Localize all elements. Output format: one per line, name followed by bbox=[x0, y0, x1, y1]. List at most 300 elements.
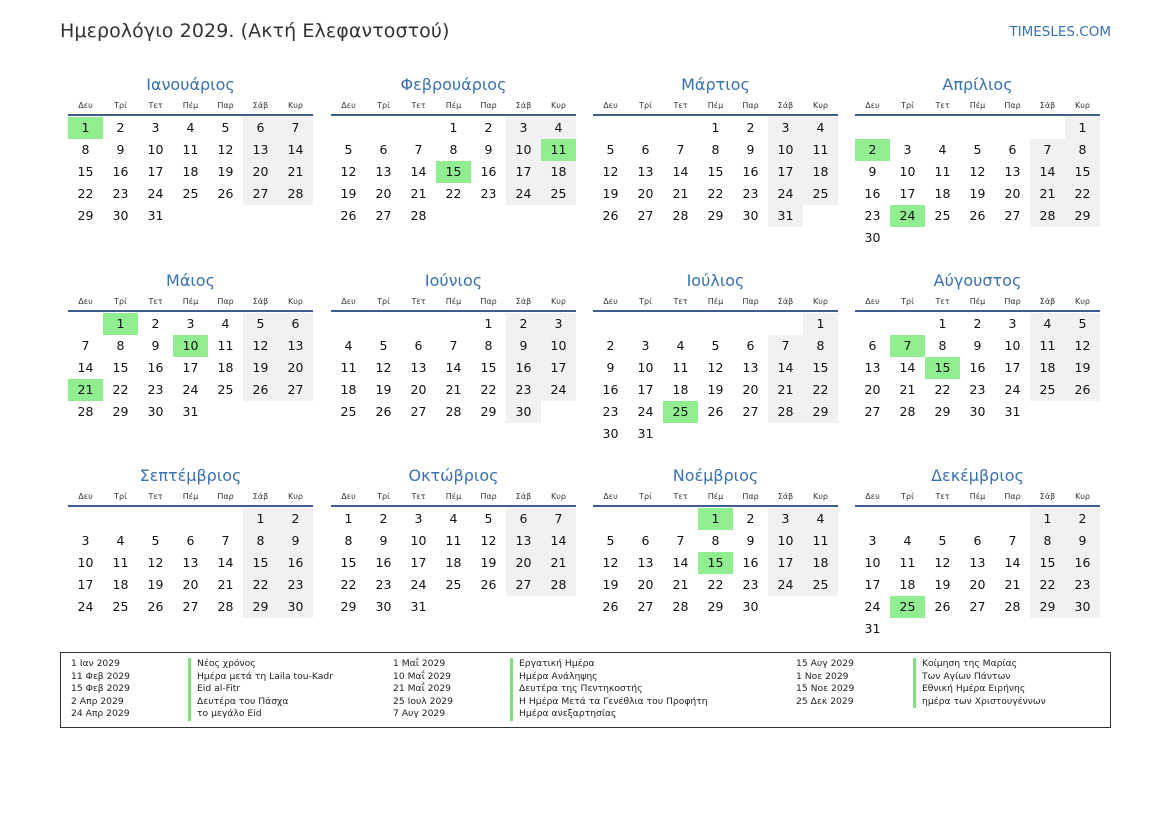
empty-day-cell bbox=[436, 313, 471, 335]
day-cell: 14 bbox=[672, 164, 689, 179]
legend-holiday-name: Νέος χρόνος bbox=[188, 658, 256, 671]
day-cell: 14 bbox=[278, 139, 313, 161]
day-cell: 16 bbox=[506, 357, 541, 379]
month-name: Οκτώβριος bbox=[408, 466, 499, 485]
day-cell: 8 bbox=[1065, 139, 1100, 161]
weekday-label: Κυρ bbox=[1075, 101, 1090, 110]
weekday-label: Τετ bbox=[673, 101, 688, 110]
day-cell: 11 bbox=[445, 533, 462, 548]
day-cell: 26 bbox=[375, 404, 392, 419]
day-cell: 4 bbox=[803, 508, 838, 530]
weekday-label: Σάβ bbox=[515, 101, 532, 110]
day-cell: 7 bbox=[768, 335, 803, 357]
day-cell: 12 bbox=[243, 335, 278, 357]
empty-day-cell bbox=[890, 313, 925, 335]
day-cell: 16 bbox=[864, 186, 881, 201]
day-cell: 20 bbox=[506, 552, 541, 574]
empty-day-cell bbox=[628, 117, 663, 139]
day-cell: 7 bbox=[81, 338, 90, 353]
day-cell: 1 bbox=[484, 316, 493, 331]
weekday-label: Σάβ bbox=[777, 492, 794, 501]
day-cell: 15 bbox=[1065, 161, 1100, 183]
day-cell: 17 bbox=[768, 552, 803, 574]
day-cell: 18 bbox=[182, 164, 199, 179]
day-cell: 3 bbox=[506, 117, 541, 139]
day-cell: 24 bbox=[864, 599, 881, 614]
weekday-header bbox=[68, 98, 313, 116]
weekday-label: Πέμ bbox=[445, 101, 462, 110]
day-cell: 14 bbox=[768, 357, 803, 379]
day-cell: 30 bbox=[1065, 596, 1100, 618]
weekday-label: Παρ bbox=[1004, 492, 1021, 501]
day-cell: 27 bbox=[637, 599, 654, 614]
day-cell: 14 bbox=[1004, 555, 1021, 570]
day-cell: 21 bbox=[217, 577, 234, 592]
empty-day-cell bbox=[103, 508, 138, 530]
empty-day-cell bbox=[698, 313, 733, 335]
day-cell: 25 bbox=[112, 599, 129, 614]
day-cell: 21 bbox=[768, 379, 803, 401]
legend-holiday-name: Ημέρα Ανάληψης bbox=[510, 671, 598, 684]
empty-day-cell bbox=[995, 117, 1030, 139]
month-name: Σεπτέμβριος bbox=[139, 466, 242, 485]
day-cell: 6 bbox=[379, 142, 388, 157]
legend-holiday-name: Εθνική Ημέρα Ειρήνης bbox=[913, 683, 1025, 696]
day-cell: 9 bbox=[379, 533, 388, 548]
day-cell: 22 bbox=[707, 186, 724, 201]
empty-day-cell bbox=[925, 117, 960, 139]
weekday-header bbox=[331, 489, 576, 507]
holiday-day-cell: 1 bbox=[68, 117, 103, 139]
day-cell: 23 bbox=[742, 577, 759, 592]
day-cell: 23 bbox=[375, 577, 392, 592]
day-cell: 12 bbox=[602, 164, 619, 179]
legend-column bbox=[393, 658, 708, 721]
day-cell: 24 bbox=[506, 183, 541, 205]
day-cell: 19 bbox=[969, 186, 986, 201]
holiday-legend bbox=[60, 652, 1111, 728]
day-cell: 6 bbox=[746, 338, 755, 353]
day-cell: 12 bbox=[217, 142, 234, 157]
day-cell: 25 bbox=[182, 186, 199, 201]
day-cell: 23 bbox=[742, 186, 759, 201]
weekday-label: Τρί bbox=[901, 297, 914, 306]
empty-day-cell bbox=[593, 313, 628, 335]
weekday-label: Δευ bbox=[865, 297, 880, 306]
day-cell: 28 bbox=[445, 404, 462, 419]
day-cell: 10 bbox=[899, 164, 916, 179]
legend-item bbox=[393, 671, 708, 684]
day-cell: 13 bbox=[182, 555, 199, 570]
weekday-label: Τετ bbox=[935, 492, 950, 501]
weekday-label: Τρί bbox=[639, 101, 652, 110]
day-cell: 28 bbox=[217, 599, 234, 614]
day-cell: 31 bbox=[768, 205, 803, 227]
empty-day-cell bbox=[208, 508, 243, 530]
day-cell: 24 bbox=[77, 599, 94, 614]
empty-day-cell bbox=[663, 117, 698, 139]
day-cell: 23 bbox=[278, 574, 313, 596]
day-cell: 25 bbox=[541, 183, 576, 205]
day-cell: 27 bbox=[410, 404, 427, 419]
day-cell: 13 bbox=[969, 555, 986, 570]
day-cell: 30 bbox=[375, 599, 392, 614]
empty-day-cell bbox=[960, 508, 995, 530]
day-cell: 17 bbox=[77, 577, 94, 592]
weekday-label: Σάβ bbox=[1039, 492, 1056, 501]
weekday-label: Τετ bbox=[673, 297, 688, 306]
month-block bbox=[593, 268, 838, 445]
weekday-label: Τρί bbox=[639, 492, 652, 501]
weekday-label: Δευ bbox=[603, 297, 618, 306]
day-cell: 28 bbox=[77, 404, 94, 419]
day-cell: 18 bbox=[803, 552, 838, 574]
weekday-header bbox=[855, 294, 1100, 312]
day-cell: 24 bbox=[541, 379, 576, 401]
legend-holiday-name: Κοίμηση της Μαρίας bbox=[913, 658, 1017, 671]
day-cell: 20 bbox=[410, 382, 427, 397]
day-cell: 1 bbox=[1030, 508, 1065, 530]
weekday-header bbox=[855, 489, 1100, 507]
day-cell: 7 bbox=[1030, 139, 1065, 161]
empty-day-cell bbox=[855, 117, 890, 139]
legend-date: 15 Νοε 2029 bbox=[796, 683, 855, 695]
day-cell: 29 bbox=[1030, 596, 1065, 618]
day-cell: 19 bbox=[707, 382, 724, 397]
day-cell: 14 bbox=[541, 530, 576, 552]
weekday-label: Σάβ bbox=[252, 492, 269, 501]
day-cell: 12 bbox=[934, 555, 951, 570]
day-cell: 7 bbox=[221, 533, 230, 548]
day-cell: 11 bbox=[1030, 335, 1065, 357]
weekday-label: Πέμ bbox=[707, 297, 724, 306]
day-cell: 27 bbox=[637, 208, 654, 223]
legend-holiday-name: Eid al-Fitr bbox=[188, 683, 240, 696]
day-cell: 9 bbox=[973, 338, 982, 353]
weekday-label: Πέμ bbox=[969, 101, 986, 110]
day-cell: 27 bbox=[864, 404, 881, 419]
day-cell: 18 bbox=[803, 161, 838, 183]
day-cell: 26 bbox=[934, 599, 951, 614]
day-cell: 5 bbox=[1065, 313, 1100, 335]
day-cell: 15 bbox=[112, 360, 129, 375]
legend-column bbox=[71, 658, 333, 721]
weekday-label: Τρί bbox=[114, 297, 127, 306]
day-cell: 3 bbox=[151, 120, 160, 135]
day-cell: 19 bbox=[340, 186, 357, 201]
weekday-label: Πέμ bbox=[445, 492, 462, 501]
weekday-label: Σάβ bbox=[1039, 101, 1056, 110]
holiday-day-cell: 1 bbox=[103, 313, 138, 335]
holiday-day-cell: 15 bbox=[698, 552, 733, 574]
day-cell: 4 bbox=[186, 120, 195, 135]
day-cell: 22 bbox=[243, 574, 278, 596]
day-cell: 8 bbox=[711, 533, 720, 548]
day-cell: 25 bbox=[217, 382, 234, 397]
holiday-day-cell: 10 bbox=[173, 335, 208, 357]
day-cell: 17 bbox=[147, 164, 164, 179]
day-cell: 29 bbox=[243, 596, 278, 618]
day-cell: 25 bbox=[803, 574, 838, 596]
day-cell: 19 bbox=[602, 186, 619, 201]
day-cell: 10 bbox=[768, 530, 803, 552]
legend-holiday-name: Δευτέρα της Πεντηκοστής bbox=[510, 683, 643, 696]
day-cell: 14 bbox=[445, 360, 462, 375]
day-cell: 12 bbox=[375, 360, 392, 375]
day-cell: 20 bbox=[182, 577, 199, 592]
day-cell: 8 bbox=[116, 338, 125, 353]
weekday-label: Κυρ bbox=[288, 492, 303, 501]
day-cell: 30 bbox=[864, 230, 881, 245]
day-cell: 19 bbox=[602, 577, 619, 592]
day-cell: 29 bbox=[77, 208, 94, 223]
empty-day-cell bbox=[138, 508, 173, 530]
day-cell: 5 bbox=[606, 533, 615, 548]
day-cell: 7 bbox=[1008, 533, 1017, 548]
weekday-label: Τρί bbox=[901, 101, 914, 110]
legend-item bbox=[393, 708, 708, 721]
weekday-label: Τετ bbox=[935, 297, 950, 306]
day-cell: 8 bbox=[243, 530, 278, 552]
day-cell: 30 bbox=[742, 599, 759, 614]
day-cell: 14 bbox=[899, 360, 916, 375]
day-cell: 6 bbox=[506, 508, 541, 530]
day-cell: 12 bbox=[1065, 335, 1100, 357]
day-cell: 5 bbox=[711, 338, 720, 353]
day-cell: 2 bbox=[116, 120, 125, 135]
weekday-label: Δευ bbox=[341, 101, 356, 110]
day-cell: 24 bbox=[637, 404, 654, 419]
weekday-label: Σάβ bbox=[777, 101, 794, 110]
holiday-day-cell: 2 bbox=[855, 139, 890, 161]
day-cell: 15 bbox=[480, 360, 497, 375]
legend-holiday-name: Δευτέρα του Πάσχα bbox=[188, 696, 288, 709]
weekday-label: Κυρ bbox=[813, 101, 828, 110]
day-cell: 2 bbox=[506, 313, 541, 335]
month-block bbox=[331, 72, 576, 227]
holiday-day-cell: 25 bbox=[663, 401, 698, 423]
weekday-label: Κυρ bbox=[288, 101, 303, 110]
weekday-label: Πέμ bbox=[445, 297, 462, 306]
day-cell: 10 bbox=[1004, 338, 1021, 353]
day-cell: 4 bbox=[903, 533, 912, 548]
day-cell: 3 bbox=[768, 508, 803, 530]
day-cell: 6 bbox=[641, 533, 650, 548]
weekday-label: Πέμ bbox=[707, 101, 724, 110]
month-block bbox=[331, 463, 576, 618]
day-cell: 22 bbox=[1030, 574, 1065, 596]
day-cell: 4 bbox=[449, 511, 458, 526]
weekday-label: Τρί bbox=[114, 492, 127, 501]
weekday-label: Τετ bbox=[673, 492, 688, 501]
month-block bbox=[68, 72, 313, 227]
day-cell: 6 bbox=[641, 142, 650, 157]
day-cell: 11 bbox=[672, 360, 689, 375]
weekday-label: Παρ bbox=[742, 297, 759, 306]
weekday-label: Παρ bbox=[480, 492, 497, 501]
day-cell: 6 bbox=[1008, 142, 1017, 157]
day-cell: 22 bbox=[1065, 183, 1100, 205]
month-name: Φεβρουάριος bbox=[400, 75, 507, 94]
day-cell: 11 bbox=[340, 360, 357, 375]
day-cell: 2 bbox=[973, 316, 982, 331]
empty-day-cell bbox=[366, 313, 401, 335]
month-name: Μάιος bbox=[166, 271, 215, 290]
day-cell: 26 bbox=[480, 577, 497, 592]
legend-item bbox=[71, 658, 333, 671]
day-cell: 22 bbox=[480, 382, 497, 397]
day-cell: 27 bbox=[506, 574, 541, 596]
day-cell: 20 bbox=[375, 186, 392, 201]
day-cell: 10 bbox=[77, 555, 94, 570]
weekday-label: Δευ bbox=[78, 101, 93, 110]
weekday-label: Κυρ bbox=[551, 101, 566, 110]
day-cell: 12 bbox=[480, 533, 497, 548]
day-cell: 4 bbox=[803, 117, 838, 139]
empty-day-cell bbox=[733, 313, 768, 335]
day-cell: 17 bbox=[768, 161, 803, 183]
page-title: Ημερολόγιο 2029. (Ακτή Ελεφαντοστού) bbox=[60, 20, 450, 42]
day-cell: 7 bbox=[541, 508, 576, 530]
weekday-label: Πέμ bbox=[182, 492, 199, 501]
day-cell: 17 bbox=[506, 161, 541, 183]
day-cell: 17 bbox=[637, 382, 654, 397]
day-cell: 31 bbox=[410, 599, 427, 614]
weekday-label: Τρί bbox=[377, 101, 390, 110]
legend-column bbox=[796, 658, 1046, 708]
day-cell: 15 bbox=[243, 552, 278, 574]
legend-date: 7 Αυγ 2029 bbox=[393, 708, 446, 720]
day-cell: 7 bbox=[676, 142, 685, 157]
day-cell: 9 bbox=[151, 338, 160, 353]
day-cell: 14 bbox=[217, 555, 234, 570]
day-cell: 7 bbox=[414, 142, 423, 157]
legend-date: 2 Απρ 2029 bbox=[71, 695, 124, 707]
day-cell: 20 bbox=[637, 186, 654, 201]
month-name: Δεκέμβριος bbox=[931, 466, 1024, 485]
day-cell: 14 bbox=[672, 555, 689, 570]
holiday-day-cell: 15 bbox=[436, 161, 471, 183]
day-cell: 25 bbox=[803, 183, 838, 205]
weekday-label: Τρί bbox=[377, 297, 390, 306]
day-cell: 21 bbox=[445, 382, 462, 397]
day-cell: 28 bbox=[768, 401, 803, 423]
day-cell: 3 bbox=[81, 533, 90, 548]
day-cell: 26 bbox=[707, 404, 724, 419]
days-grid bbox=[68, 117, 313, 227]
site-link[interactable]: TIMESLES.COM bbox=[1009, 24, 1111, 40]
day-cell: 13 bbox=[637, 164, 654, 179]
day-cell: 23 bbox=[480, 186, 497, 201]
day-cell: 30 bbox=[602, 426, 619, 441]
empty-day-cell bbox=[628, 508, 663, 530]
weekday-label: Δευ bbox=[78, 492, 93, 501]
day-cell: 2 bbox=[151, 316, 160, 331]
legend-date: 1 Νοε 2029 bbox=[796, 670, 849, 682]
legend-date: 10 Μαΐ 2029 bbox=[393, 670, 452, 682]
day-cell: 5 bbox=[344, 142, 353, 157]
holiday-day-cell: 7 bbox=[890, 335, 925, 357]
day-cell: 26 bbox=[602, 599, 619, 614]
weekday-label: Δευ bbox=[603, 101, 618, 110]
month-name: Απρίλιος bbox=[942, 75, 1013, 94]
day-cell: 22 bbox=[707, 577, 724, 592]
day-cell: 13 bbox=[637, 555, 654, 570]
empty-day-cell bbox=[593, 508, 628, 530]
day-cell: 8 bbox=[1030, 530, 1065, 552]
days-grid bbox=[331, 508, 576, 618]
day-cell: 24 bbox=[768, 574, 803, 596]
day-cell: 31 bbox=[864, 621, 881, 636]
day-cell: 8 bbox=[344, 533, 353, 548]
day-cell: 28 bbox=[1030, 205, 1065, 227]
day-cell: 15 bbox=[1030, 552, 1065, 574]
empty-day-cell bbox=[768, 313, 803, 335]
day-cell: 31 bbox=[1004, 404, 1021, 419]
day-cell: 10 bbox=[147, 142, 164, 157]
day-cell: 14 bbox=[1030, 161, 1065, 183]
day-cell: 31 bbox=[637, 426, 654, 441]
day-cell: 6 bbox=[278, 313, 313, 335]
day-cell: 20 bbox=[243, 161, 278, 183]
day-cell: 28 bbox=[410, 208, 427, 223]
day-cell: 10 bbox=[410, 533, 427, 548]
days-grid bbox=[855, 117, 1100, 249]
day-cell: 27 bbox=[182, 599, 199, 614]
day-cell: 19 bbox=[147, 577, 164, 592]
day-cell: 9 bbox=[606, 360, 615, 375]
weekday-label: Δευ bbox=[865, 101, 880, 110]
empty-day-cell bbox=[925, 508, 960, 530]
day-cell: 23 bbox=[506, 379, 541, 401]
day-cell: 16 bbox=[278, 552, 313, 574]
weekday-header bbox=[593, 98, 838, 116]
weekday-header bbox=[331, 98, 576, 116]
day-cell: 5 bbox=[243, 313, 278, 335]
weekday-label: Κυρ bbox=[551, 492, 566, 501]
month-name: Νοέμβριος bbox=[672, 466, 759, 485]
day-cell: 11 bbox=[182, 142, 199, 157]
day-cell: 26 bbox=[147, 599, 164, 614]
weekday-label: Πέμ bbox=[969, 492, 986, 501]
legend-date: 25 Ιουλ 2029 bbox=[393, 695, 453, 707]
day-cell: 5 bbox=[221, 120, 230, 135]
day-cell: 16 bbox=[969, 360, 986, 375]
day-cell: 23 bbox=[1065, 574, 1100, 596]
day-cell: 11 bbox=[899, 555, 916, 570]
day-cell: 23 bbox=[864, 208, 881, 223]
day-cell: 7 bbox=[676, 533, 685, 548]
day-cell: 3 bbox=[414, 511, 423, 526]
empty-day-cell bbox=[173, 508, 208, 530]
weekday-label: Παρ bbox=[742, 492, 759, 501]
weekday-label: Σάβ bbox=[777, 297, 794, 306]
day-cell: 8 bbox=[484, 338, 493, 353]
day-cell: 16 bbox=[480, 164, 497, 179]
day-cell: 19 bbox=[1065, 357, 1100, 379]
month-name: Ιούνιος bbox=[424, 271, 483, 290]
day-cell: 20 bbox=[864, 382, 881, 397]
legend-item bbox=[796, 658, 1046, 671]
weekday-header bbox=[68, 489, 313, 507]
weekday-label: Τετ bbox=[148, 101, 163, 110]
weekday-label: Πέμ bbox=[182, 101, 199, 110]
legend-item bbox=[393, 696, 708, 709]
day-cell: 12 bbox=[707, 360, 724, 375]
day-cell: 17 bbox=[899, 186, 916, 201]
day-cell: 26 bbox=[1065, 379, 1100, 401]
day-cell: 24 bbox=[768, 183, 803, 205]
